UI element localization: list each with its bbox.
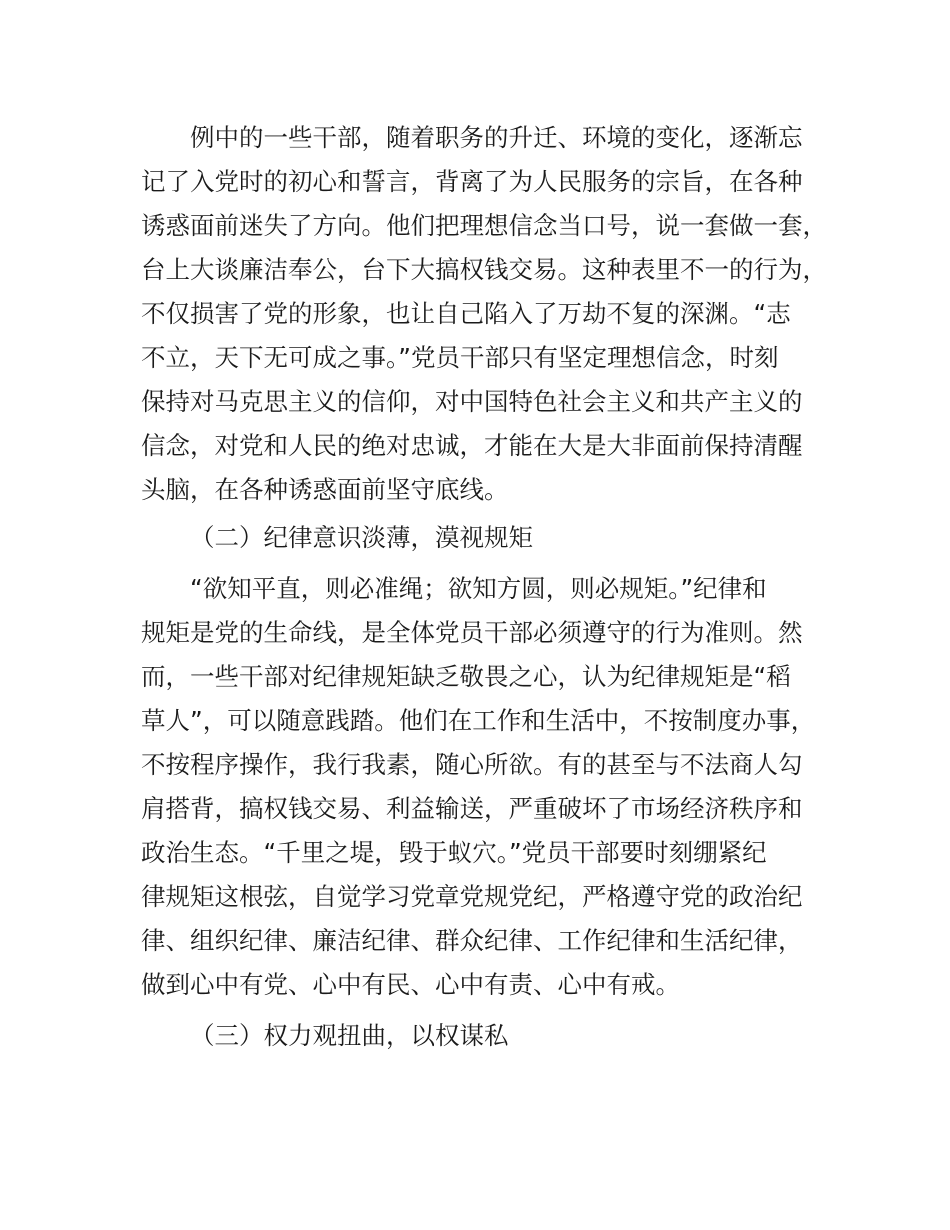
paragraph-line: 记了入党时的初心和誓言，背离了为人民服务的宗旨，在各种 (141, 167, 803, 196)
paragraph-line: 诱惑面前迷失了方向。他们把理想信念当口号，说一套做一套， (141, 211, 827, 240)
paragraph-line: 例中的一些干部，随着职务的升迁、环境的变化，逐渐忘 (190, 123, 803, 152)
paragraph-line: 而，一些干部对纪律规矩缺乏敬畏之心，认为纪律规矩是“稻 (141, 662, 791, 691)
paragraph-line: 律、组织纪律、廉洁纪律、群众纪律、工作纪律和生活纪律， (141, 926, 803, 955)
paragraph-line: 政治生态。“千里之堤，毁于蚁穴。”党员干部要时刻绷紧纪 (141, 838, 767, 867)
paragraph-line: 信念，对党和人民的绝对忠诚，才能在大是大非面前保持清醒 (141, 431, 803, 460)
paragraph-line: 保持对马克思主义的信仰，对中国特色社会主义和共产主义的 (141, 387, 803, 416)
paragraph-line: 律规矩这根弦，自觉学习党章党规党纪，严格遵守党的政治纪 (141, 882, 803, 911)
paragraph-line: 做到心中有党、心中有民、心中有责、心中有戒。 (141, 970, 680, 999)
paragraph-line: 肩搭背，搞权钱交易、利益输送，严重破坏了市场经济秩序和 (141, 794, 803, 823)
section-heading: （三）权力观扭曲，以权谋私 (190, 1021, 509, 1050)
paragraph-line: 不按程序操作，我行我素，随心所欲。有的甚至与不法商人勾 (141, 750, 803, 779)
section-heading: （二）纪律意识淡薄，漠视规矩 (190, 523, 533, 552)
paragraph-line: 草人”，可以随意践踏。他们在工作和生活中，不按制度办事， (141, 706, 816, 735)
paragraph-line: 规矩是党的生命线，是全体党员干部必须遵守的行为准则。然 (141, 618, 803, 647)
paragraph-line: “欲知平直，则必准绳；欲知方圆，则必规矩。”纪律和 (190, 574, 767, 603)
paragraph-line: 不立，天下无可成之事。”党员干部只有坚定理想信念，时刻 (141, 343, 779, 372)
paragraph-line: 头脑，在各种诱惑面前坚守底线。 (141, 475, 509, 504)
paragraph-line: 不仅损害了党的形象，也让自己陷入了万劫不复的深渊。“志 (141, 299, 791, 328)
paragraph-line: 台上大谈廉洁奉公，台下大搞权钱交易。这种表里不一的行为， (141, 255, 827, 284)
